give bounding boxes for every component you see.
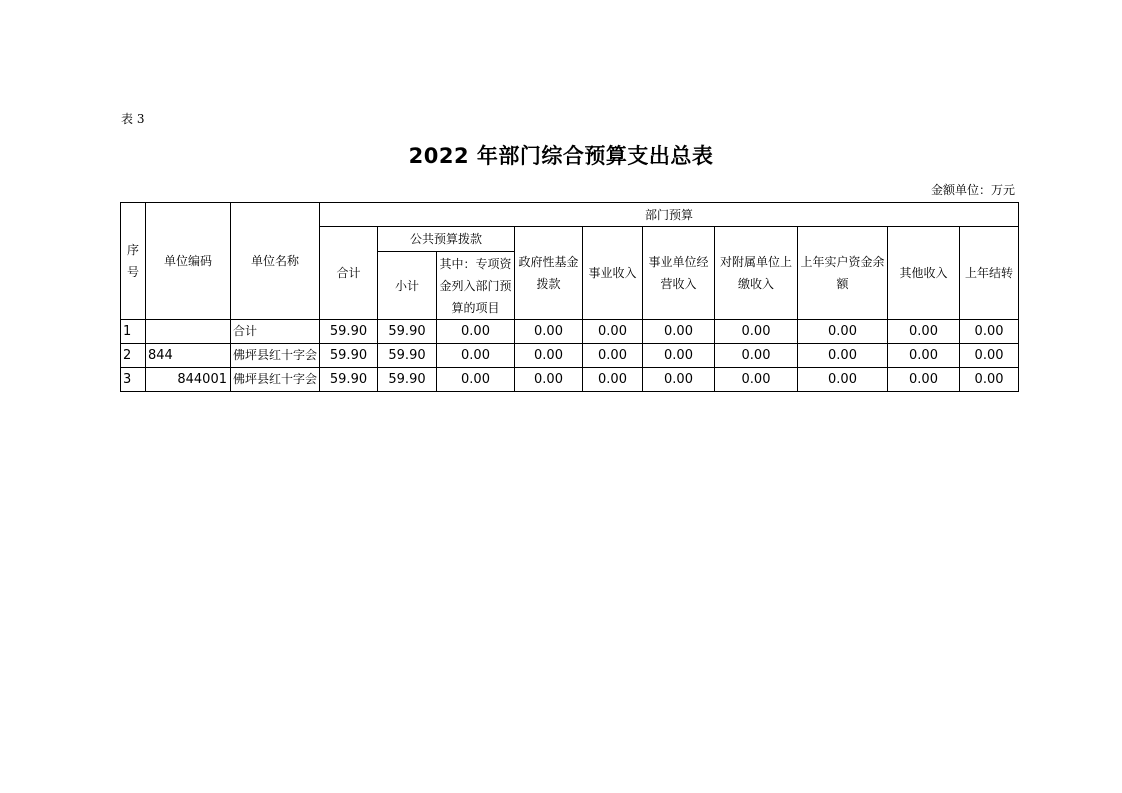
cell-total: 59.90 (320, 344, 378, 368)
cell-prev-balance: 0.00 (798, 344, 888, 368)
cell-gov-fund: 0.00 (515, 368, 583, 392)
table-number-label: 表 3 (121, 112, 145, 126)
cell-other: 0.00 (888, 320, 960, 344)
header-special-funds: 其中：专项资金列入部门预算的项目 (437, 252, 515, 320)
header-prev-carryover: 上年结转 (960, 227, 1019, 320)
cell-carryover: 0.00 (960, 344, 1019, 368)
cell-unit-code: 844 (146, 344, 231, 368)
amount-unit-note: 金额单位：万元 (930, 183, 1015, 197)
cell-subtotal: 59.90 (378, 344, 437, 368)
table-row (121, 320, 1019, 344)
cell-business-operating: 0.00 (643, 344, 715, 368)
cell-unit-name: 佛坪县红十字会 (231, 344, 320, 368)
cell-business-income: 0.00 (583, 320, 643, 344)
header-other-income: 其他收入 (888, 227, 960, 320)
table-row (121, 368, 1019, 392)
cell-subsidiary: 0.00 (715, 320, 798, 344)
cell-other: 0.00 (888, 368, 960, 392)
cell-business-income: 0.00 (583, 344, 643, 368)
header-business-operating: 事业单位经营收入 (643, 227, 715, 320)
cell-prev-balance: 0.00 (798, 320, 888, 344)
cell-carryover: 0.00 (960, 368, 1019, 392)
budget-expenditure-table (120, 202, 1019, 392)
cell-business-operating: 0.00 (643, 320, 715, 344)
header-unit-code: 单位编码 (146, 203, 231, 320)
cell-subtotal: 59.90 (378, 368, 437, 392)
cell-unit-code: 844001 (146, 368, 231, 392)
header-subsidiary-income: 对附属单位上缴收入 (715, 227, 798, 320)
header-gov-fund: 政府性基金拨款 (515, 227, 583, 320)
cell-gov-fund: 0.00 (515, 344, 583, 368)
cell-carryover: 0.00 (960, 320, 1019, 344)
cell-gov-fund: 0.00 (515, 320, 583, 344)
cell-total: 59.90 (320, 368, 378, 392)
cell-seq: 1 (121, 320, 146, 344)
table-body (121, 320, 1019, 392)
cell-seq: 3 (121, 368, 146, 392)
cell-special: 0.00 (437, 344, 515, 368)
cell-prev-balance: 0.00 (798, 368, 888, 392)
header-unit-name: 单位名称 (231, 203, 320, 320)
header-prev-balance: 上年实户资金余额 (798, 227, 888, 320)
table-row (121, 344, 1019, 368)
cell-unit-code (146, 320, 231, 344)
header-subtotal: 小计 (378, 252, 437, 320)
cell-special: 0.00 (437, 320, 515, 344)
cell-unit-name: 佛坪县红十字会 (231, 368, 320, 392)
cell-seq: 2 (121, 344, 146, 368)
page-title: 2022 年部门综合预算支出总表 (408, 144, 714, 168)
table-header (121, 203, 1019, 320)
cell-subsidiary: 0.00 (715, 344, 798, 368)
cell-other: 0.00 (888, 344, 960, 368)
cell-business-income: 0.00 (583, 368, 643, 392)
cell-subsidiary: 0.00 (715, 368, 798, 392)
header-dept-budget: 部门预算 (320, 203, 1019, 227)
header-seq: 序号 (121, 203, 146, 320)
header-total: 合计 (320, 227, 378, 320)
cell-subtotal: 59.90 (378, 320, 437, 344)
header-public-budget: 公共预算拨款 (378, 227, 515, 252)
cell-special: 0.00 (437, 368, 515, 392)
cell-unit-name: 合计 (231, 320, 320, 344)
cell-total: 59.90 (320, 320, 378, 344)
cell-business-operating: 0.00 (643, 368, 715, 392)
header-business-income: 事业收入 (583, 227, 643, 320)
